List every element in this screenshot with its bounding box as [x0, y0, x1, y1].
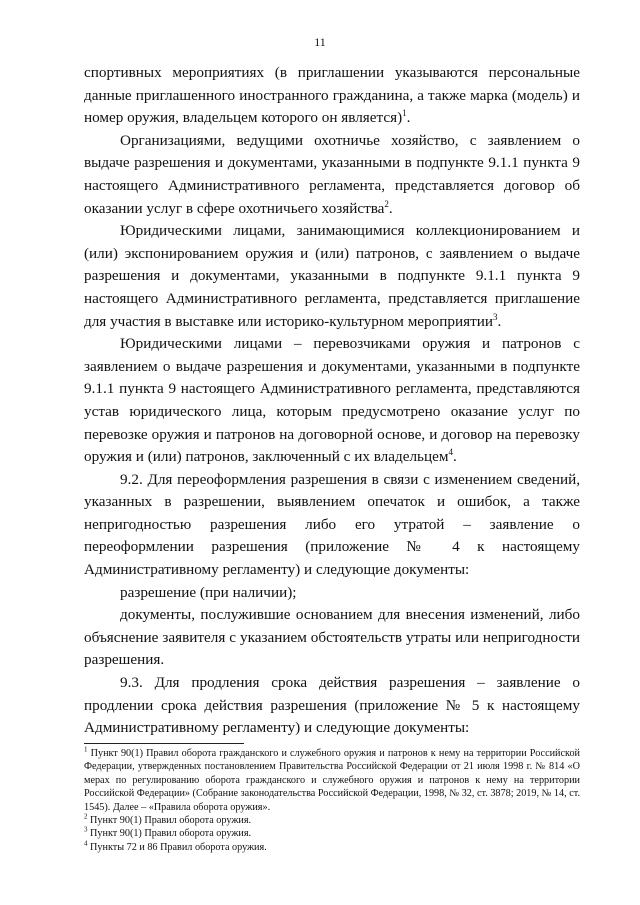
paragraph-text: Юридическими лицами – перевозчиками оружия и патронов с заявлением о выдаче разрешения и документами, указанными в подпункте 9.1.1 пункта 9 настоящего Административного регламента, представляются устав юридического лица, которым предусмотрено оказание услуг по перевозке оружия и патронов на договорной основе, и договор на перевозку оружия и (или) патронов, заключенный с их владельцем [84, 335, 580, 466]
paragraph-text: спортивных мероприятиях (в приглашении указываются персональные данные приглашенного иностранного гражданина, а также марка (модель) и номер оружия, владельцем которого он является) [84, 64, 580, 127]
paragraph-documents-item: документы, послужившие основанием для внесения изменений, либо объяснение заявителя с указанием обстоятельств утраты или непригодности разрешения. [84, 606, 580, 669]
footnote-3 [84, 827, 580, 840]
footnote-2 [84, 814, 580, 827]
paragraph-text: Юридическими лицами, занимающимися коллекционированием и (или) экспонированием оружия и (или) патронов, с заявлением о выдаче разрешения и документами, указанными в подпункте 9.1.1 пункта 9 настоящего Административного регламента, представляется приглашение для участия в выставке или историко-культурном мероприятии [84, 222, 580, 330]
footnote-mark: 3 [84, 826, 88, 835]
footnote-mark: 4 [84, 839, 88, 848]
footnote-1 [84, 747, 580, 814]
paragraph-9-3: 9.3. Для продления срока действия разрешения – заявление о продлении срока действия разрешения (приложение № 5 к настоящему Административному регламенту) и следующие документы: [84, 674, 580, 737]
footnote-4 [84, 841, 580, 854]
footnote-text: Пункт 90(1) Правил оборота гражданского и служебного оружия и патронов к нему на территории Российской Федерации, утвержденных постановлением Правительства Российской Федерации от 21 июля 1998 г. № 814 «О мерах по регулированию оборота гражданского и служебного оружия и патронов к нему на территории Российской Федерации» (Собрание законодательства Российской Федерации, 1998, № 32, ст. 3878; 2019, № 14, ст. 1545). Далее – «Правила оборота оружия». [84, 748, 580, 813]
paragraph-text: Организациями, ведущими охотничье хозяйство, с заявлением о выдаче разрешения и документами, указанными в подпункте 9.1.1 пункта 9 настоящего Административного регламента, представляется договор об оказании услуг в сфере охотничьего хозяйства [84, 131, 580, 217]
body-text [84, 62, 580, 740]
footnote-mark: 2 [84, 812, 88, 821]
paragraph-collectors: Юридическими лицами, занимающимися коллекционированием и (или) экспонированием оружия и (или) патронов, с заявлением о выдаче разрешения и документами, указанными в подпункте 9.1.1 пункта 9 настоящего Административного регламента, представляется приглашение для участия в выставке или историко-культурном мероприятии$^3$. [84, 222, 580, 330]
footnote-text: Пункт 90(1) Правил оборота оружия. [90, 828, 252, 840]
footnote-reference: 3 [492, 311, 498, 322]
paragraph-hunting-organizations: Организациями, ведущими охотничье хозяйство, с заявлением о выдаче разрешения и документами, указанными в подпункте 9.1.1 пункта 9 настоящего Административного регламента, представляется договор об оказании услуг в сфере охотничьего хозяйства$^2$. [84, 131, 580, 217]
paragraph-carriers: Юридическими лицами – перевозчиками оружия и патронов с заявлением о выдаче разрешения и документами, указанными в подпункте 9.1.1 пункта 9 настоящего Административного регламента, представляются устав юридического лица, которым предусмотрено оказание услуг по перевозке оружия и патронов на договорной основе, и договор на перевозку оружия и (или) патронов, заключенный с их владельцем$^4$. [84, 335, 580, 466]
page-number: 11 [314, 35, 326, 49]
footnote-reference: 2 [384, 198, 389, 209]
footnote-separator [84, 743, 244, 744]
footnote-reference: 4 [448, 447, 453, 458]
footnote-text: Пункт 90(1) Правил оборота оружия. [90, 815, 252, 827]
footnote-mark: 1 [84, 745, 88, 754]
paragraph-9-2: 9.2. Для переоформления разрешения в связи с изменением сведений, указанных в разрешении, выявлением опечаток и ошибок, а также непригодностью разрешения либо его утратой – заявление о переоформлении разрешения (приложение № 4 к настоящему Административному регламенту) и следующие документы: [84, 470, 580, 579]
paragraph-permit-item: разрешение (при наличии); [120, 583, 297, 601]
footnote-text: Пункты 72 и 86 Правил оборота оружия. [90, 841, 267, 853]
footnote-reference: 1 [402, 108, 407, 119]
footnotes [84, 747, 580, 854]
paragraph-continuation: спортивных мероприятиях (в приглашении указываются персональные данные приглашенного иностранного гражданина, а также марка (модель) и номер оружия, владельцем которого он является)$^1$. [84, 64, 580, 127]
